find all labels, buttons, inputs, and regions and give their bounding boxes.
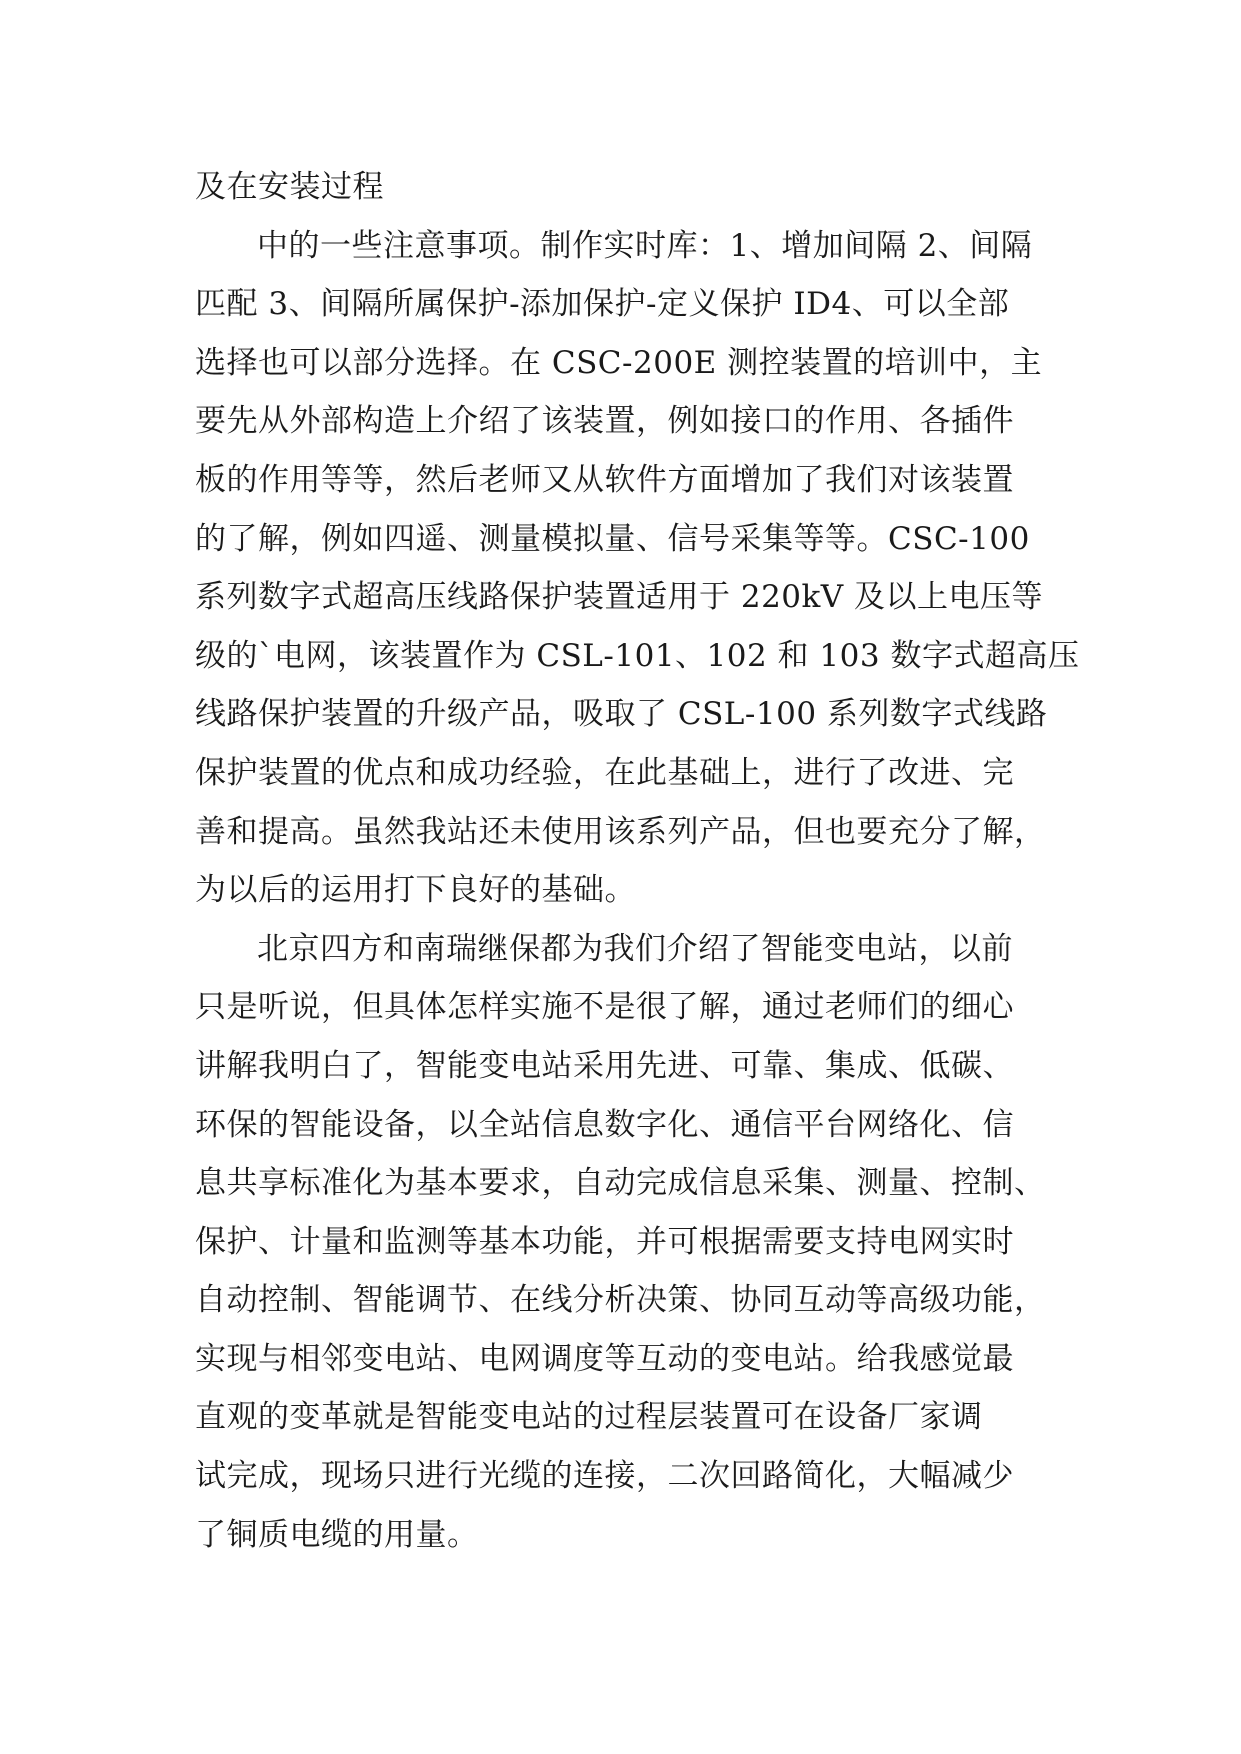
text-line: 的了解，例如四遥、测量模拟量、信号采集等等。CSC-100 <box>195 520 1030 557</box>
text-line: 系列数字式超高压线路保护装置适用于 220kV 及以上电压等 <box>195 579 1044 616</box>
text-line: 保护装置的优点和成功经验，在此基础上，进行了改进、完 <box>195 754 1014 791</box>
text-line: 保护、计量和监测等基本功能，并可根据需要支持电网实时 <box>195 1223 1014 1260</box>
text-line: 板的作用等等，然后老师又从软件方面增加了我们对该装置 <box>195 461 1014 498</box>
document-body <box>195 158 1080 1564</box>
text-line: 了铜质电缆的用量。 <box>195 1516 479 1553</box>
text-line: 中的一些注意事项。制作实时库：1、增加间隔 2、间隔 <box>257 227 1033 264</box>
text-line: 善和提高。虽然我站还未使用该系列产品，但也要充分了解， <box>195 813 1046 850</box>
text-line: 选择也可以部分选择。在 CSC-200E 测控装置的培训中，主 <box>195 344 1043 381</box>
text-line: 北京四方和南瑞继保都为我们介绍了智能变电站，以前 <box>257 930 1013 967</box>
text-line: 直观的变革就是智能变电站的过程层装置可在设备厂家调 <box>195 1399 983 1436</box>
text-line: 息共享标准化为基本要求，自动完成信息采集、测量、控制、 <box>195 1165 1046 1202</box>
text-line: 为以后的运用打下良好的基础。 <box>195 872 636 909</box>
text-line: 自动控制、智能调节、在线分析决策、协同互动等高级功能， <box>195 1282 1046 1319</box>
text-line: 只是听说，但具体怎样实施不是很了解，通过老师们的细心 <box>195 989 1014 1026</box>
text-line: 及在安装过程 <box>195 169 384 205</box>
text-line: 实现与相邻变电站、电网调度等互动的变电站。给我感觉最 <box>195 1340 1014 1377</box>
text-line: 匹配 3、间隔所属保护-添加保护-定义保护 ID4、可以全部 <box>195 286 1010 323</box>
text-line: 试完成，现场只进行光缆的连接，二次回路简化，大幅减少 <box>195 1458 1014 1495</box>
text-line: 要先从外部构造上介绍了该装置，例如接口的作用、各插件 <box>195 403 1014 440</box>
text-line: 级的`电网，该装置作为 CSL-101、102 和 103 数字式超高压 <box>195 637 1080 674</box>
text-line: 讲解我明白了，智能变电站采用先进、可靠、集成、低碳、 <box>195 1047 1014 1084</box>
text-line: 环保的智能设备，以全站信息数字化、通信平台网络化、信 <box>195 1106 1014 1143</box>
text-line: 线路保护装置的升级产品，吸取了 CSL-100 系列数字式线路 <box>195 696 1048 733</box>
